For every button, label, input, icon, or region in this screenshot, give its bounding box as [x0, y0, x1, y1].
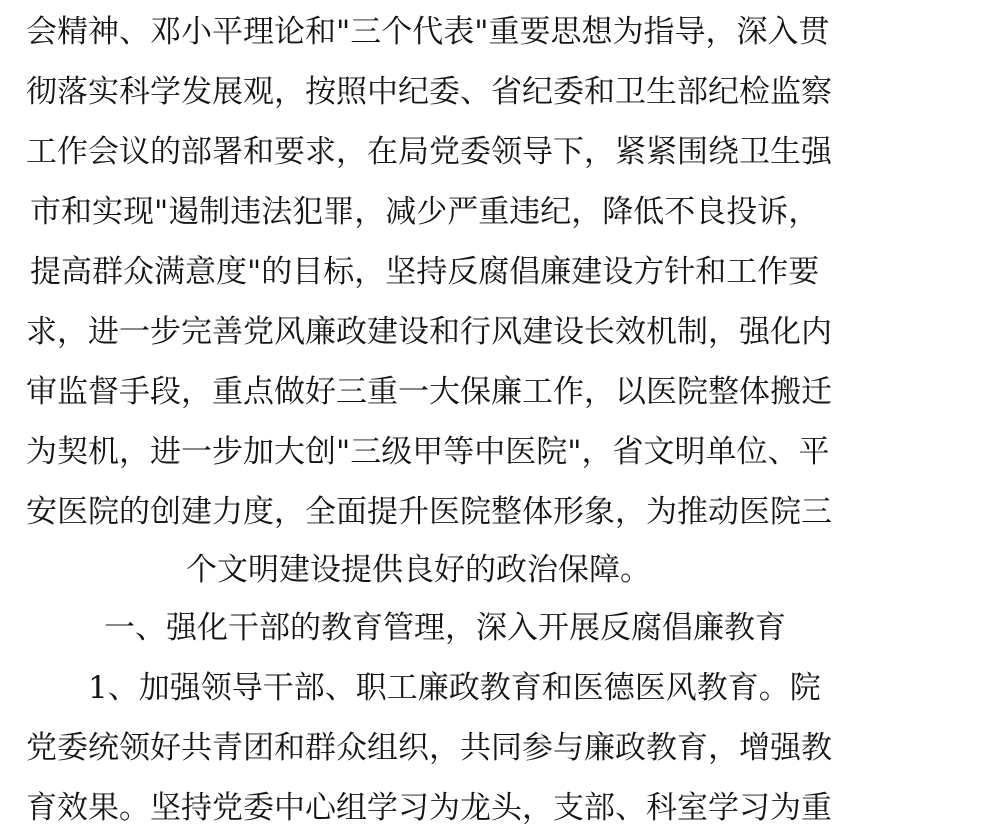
paragraph-line: 求，进一步完善党风廉政建设和行风建设长效机制，强化内 [26, 314, 832, 350]
paragraph-line: 党委统领好共青团和群众组织，共同参与廉政教育，增强教 [26, 730, 832, 766]
section-heading: 一、强化干部的教育管理，深入开展反腐倡廉教育 [104, 610, 786, 646]
paragraph-line: 工作会议的部署和要求，在局党委领导下，紧紧围绕卫生强 [26, 134, 832, 170]
paragraph-line: 安医院的创建力度，全面提升医院整体形象，为推动医院三 [26, 494, 832, 530]
paragraph-line: 市和实现"遏制违法犯罪，减少严重违纪，降低不良投诉， [30, 194, 820, 230]
paragraph-line: 审监督手段，重点做好三重一大保廉工作，以医院整体搬迁 [26, 374, 832, 410]
paragraph-line: 会精神、邓小平理论和"三个代表"重要思想为指导，深入贯 [26, 14, 830, 50]
paragraph-line: 彻落实科学发展观，按照中纪委、省纪委和卫生部纪检监察 [26, 74, 832, 110]
paragraph-line: 1、加强领导干部、职工廉政教育和医德医风教育。院 [88, 670, 821, 706]
paragraph-line: 为契机，进一步加大创"三级甲等中医院"，省文明单位、平 [26, 434, 830, 470]
paragraph-line: 育效果。坚持党委中心组学习为龙头，支部、科室学习为重 [26, 790, 832, 826]
paragraph-line: 提高群众满意度"的目标，坚持反腐倡廉建设方针和工作要 [30, 254, 820, 290]
paragraph-line: 个文明建设提供良好的政治保障。 [186, 552, 651, 588]
